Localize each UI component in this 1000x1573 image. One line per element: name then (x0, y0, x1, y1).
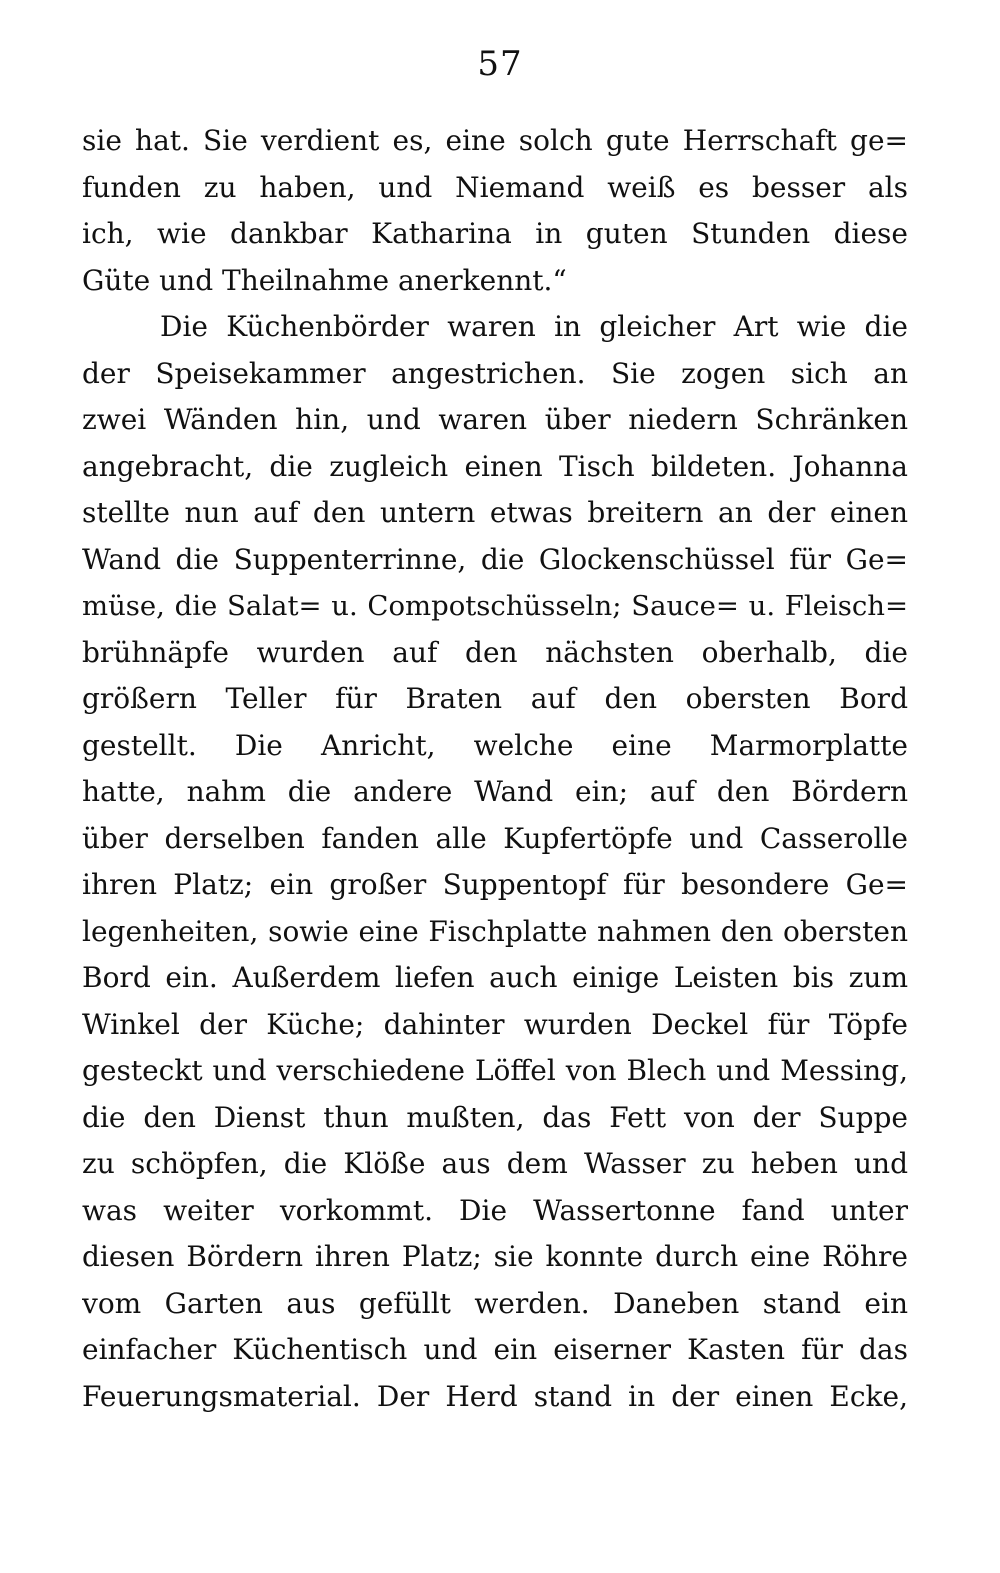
text-line: stellte nun auf den untern etwas breitern an der einen (82, 496, 908, 529)
text-line: ich, wie dankbar Katharina in guten Stunden diese (82, 217, 908, 250)
text-line: zu schöpfen, die Klöße aus dem Wasser zu heben und (82, 1147, 908, 1180)
text-line: gestellt. Die Anricht, welche eine Marmorplatte (82, 728, 908, 762)
text-line: ihren Platz; ein großer Suppentopf für besondere Ge= (82, 868, 908, 901)
text-line: angebracht, die zugleich einen Tisch bildeten. Johanna (82, 449, 908, 483)
text-line: hatte, nahm die andere Wand ein; auf den Bördern (82, 775, 908, 808)
text-line: größern Teller für Braten auf den obersten Bord (82, 682, 908, 715)
text-line: Wand die Suppenterrinne, die Glockenschüssel für Ge= (82, 542, 908, 576)
text-line: funden zu haben, und Niemand weiß es besser als (82, 170, 908, 204)
text-line: sie hat. Sie verdient es, eine solch gute Herrschaft ge= (82, 124, 908, 157)
text-line: Winkel der Küche; dahinter wurden Deckel für Töpfe (82, 1007, 908, 1041)
text-line: der Speisekammer angestrichen. Sie zogen sich an (82, 356, 908, 390)
text-line: Die Küchenbörder waren in gleicher Art wie die (160, 310, 908, 343)
text-line: die den Dienst thun mußten, das Fett von der Suppe (82, 1100, 908, 1134)
text-line: gesteckt und verschiedene Löffel von Blech und Messing, (82, 1054, 908, 1087)
body-text (82, 118, 908, 1420)
text-line: einfacher Küchentisch und ein eiserner Kasten für das (82, 1333, 908, 1366)
text-line: Bord ein. Außerdem liefen auch einige Leisten bis zum (82, 961, 908, 994)
text-line: Güte und Theilnahme anerkennt.“ (82, 263, 567, 297)
text-line: Feuerungsmaterial. Der Herd stand in der einen Ecke, (82, 1379, 908, 1413)
text-line: diesen Bördern ihren Platz; sie konnte durch eine Röhre (82, 1240, 908, 1273)
page-number: 57 (477, 44, 523, 84)
text-line: müse, die Salat= u. Compotschüsseln; Sauce= u. Fleisch= (82, 590, 908, 622)
text-line: zwei Wänden hin, und waren über niedern Schränken (82, 403, 908, 436)
text-line: was weiter vorkommt. Die Wassertonne fand unter (82, 1193, 908, 1227)
text-line: brühnäpfe wurden auf den nächsten oberhalb, die (82, 635, 908, 669)
text-line: legenheiten, sowie eine Fischplatte nahmen den obersten (82, 914, 908, 948)
text-line: über derselben fanden alle Kupfertöpfe und Casserolle (82, 821, 908, 855)
text-line: vom Garten aus gefüllt werden. Daneben stand ein (82, 1286, 908, 1320)
